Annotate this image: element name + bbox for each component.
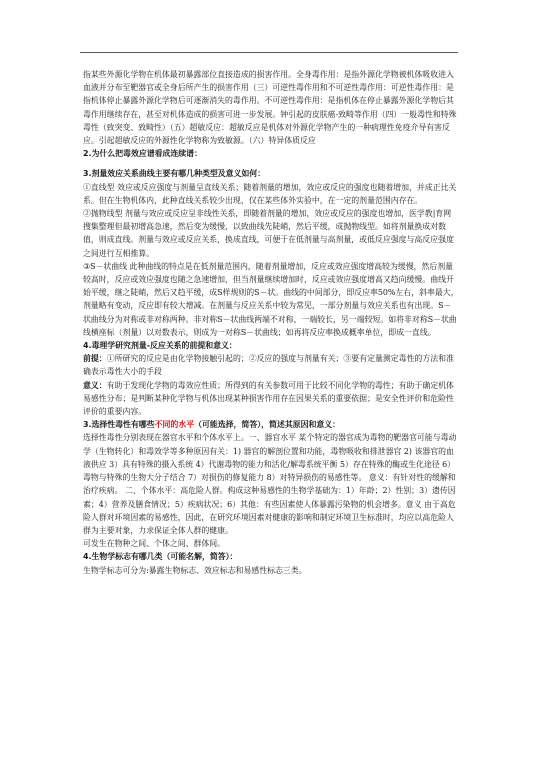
paragraph-parabolic-type: ②抛物线型 剂量与效应或反应呈非线性关系，即随着剂量的增加，效应或反应的强度也增加，医学教|育网搜集整理但最初增高急速，然后变为缓慢，以致曲线先陡峭，然后平缓，成抛物线型。如将剂量换成对数值，则成直线。剂量与效应或反应关系，换成直线，可便于在低剂量与高剂量，或低反应强度与高反应强度之间进行互相推算。: [83, 209, 454, 258]
premise-label: 前提：: [83, 354, 107, 364]
paragraph-significance: [83, 379, 459, 419]
header-rule: [80, 52, 458, 53]
paragraph-linear-type: ①直线型 效应或反应强度与剂量呈直线关系；随着剂量的增加，效应或反应的强度也随着增加，并成正比关系。但在生物机体内，此种直线关系较少出现，仅在某些体外实验中，在一定的剂量范围内存在。: [83, 182, 457, 205]
document-body: [83, 68, 459, 577]
heading-dose-response-premise: 4.毒理学研究剂量-反应关系的前提和意义：: [83, 341, 237, 351]
heading-biomarkers: 4.生物学标志有哪几类（可能名解，简答）：: [83, 552, 238, 562]
premise-text: ①所研究的反应是由化学物接触引起的；②反应的强度与剂量有关；③要有定量测定毒性的方法和准确表示毒性大小的手段: [83, 354, 454, 377]
paragraph-toxic-effects: 指某些外源化学物在机体最初暴露部位直接造成的损害作用。全身毒作用：是指外源化学物被机体吸收进入血液并分布至靶器官或全身后所产生的损害作用（三）可逆性毒作用和不可逆性毒作用：可逆性毒作用：是指机体停止暴露外源化学物后可逐渐消失的毒作用。不可逆性毒作用：是指机体在停止暴露外源化学物后其毒作用继续存在，甚至对机体造成的损害可进一步发展。钟引起的皮肤癌-致畸等作用（四）一般毒性和特殊毒性（致突变、致畸性）（五）超敏反应：超敏反应是机体对外源化学物产生的一种病理性免疫介导有害反应。引起超敏反应的外源性化学物称为致敏源。（六）特异体质反应: [83, 70, 457, 146]
paragraph-selective-toxicity-scope: 可发生在物种之间、个体之间、群体间。: [83, 539, 226, 549]
paragraph-s-curve-type: ③S－状曲线 此种曲线的特点是在低剂量范围内，随着剂量增加，反应或效应强度增高较为缓慢，然后剂量较高时，反应或效应强度也随之急速增加，但当剂量继续增加时，反应或效应强度增高又趋向缓慢。曲线开始平缓，继之陡峭，然后又趋平缓，成S样规则的S－状。曲线的中间部分，即反应率50%左右，斜率最大，剂量略有变动，反应即有较大增减。在剂量与反应关系中较为常见，一部分剂量与效应关系也有出现。S－状曲线分为对称或非对称两种。非对称S－状曲线两端不对称，一端较长，另一端较短。如将非对称S－状曲线横座标（剂量）以对数表示，则成为一对称S－状曲线；如再将反应率换成概率单位，即成一直线。: [83, 261, 459, 337]
heading-selective-toxicity: [83, 418, 459, 431]
paragraph-premise: [83, 352, 459, 378]
paragraph-biomarkers: 生物学标志可分为:暴露生物标志、效应标志和易感性标志三类。: [83, 565, 307, 575]
heading-selective-toxicity-post: （可能选择，简答），简述其原因和意义：: [194, 420, 341, 430]
heading-dose-effect-curves: 3.剂量效应关系曲线主要有哪几种类型及意义如何：: [83, 169, 266, 179]
significance-text: 有助于发现化学物的毒效应性质；所得到的有关参数可用于比较不同化学物的毒性；有助于确定机体易感性分布；是判断某种化学物与机体出现某种损害作用存在因果关系的重要依据；是安全性评价和危险性评价的重要内容。: [83, 380, 454, 417]
heading-selective-toxicity-highlight: 不同的水平: [154, 420, 195, 430]
significance-label: 意义：: [83, 380, 107, 390]
paragraph-selective-toxicity-levels: 选择性毒性分别表现在器官水平和个体水平上。一、器官水平 某个特定的器官成为毒物的靶器官可能与毒动学（生物转化）和毒效学等多种原因有关：1) 器官的解剖位置和功能，毒物吸收和排泄器官 2) 该器官的血液供应 3）具有特殊的摄入系统 4）代谢毒物的能力和活化/解毒系统平衡 5）存在特殊的酶或生化途径 6） 毒物与特殊的生物大分子结合 7）对损伤的修复能力 8）对特异损伤的易感性等。 意义：有针对性的缓解和治疗疾病。 二、个体水平：高危险人群。构成这种易感性的生物学基础为：1）年龄；2）性别；3）遗传因素；4）营养及膳食情况；5）疾病状况；6）其他：有些因素使人体暴露污染物的机会增多。意义 由于高危险人群对环境因素的易感性，因此，在研究环境因素对健康的影响和制定环境卫生标准时，均应以高危险人群为主要对象，力求保证全体人群的健康。: [83, 433, 457, 535]
heading-continuous-spectrum: 2.为什么把毒效应谱看成连续谱：: [83, 149, 202, 159]
heading-selective-toxicity-pre: 3.选择性毒性有哪些: [83, 420, 155, 430]
